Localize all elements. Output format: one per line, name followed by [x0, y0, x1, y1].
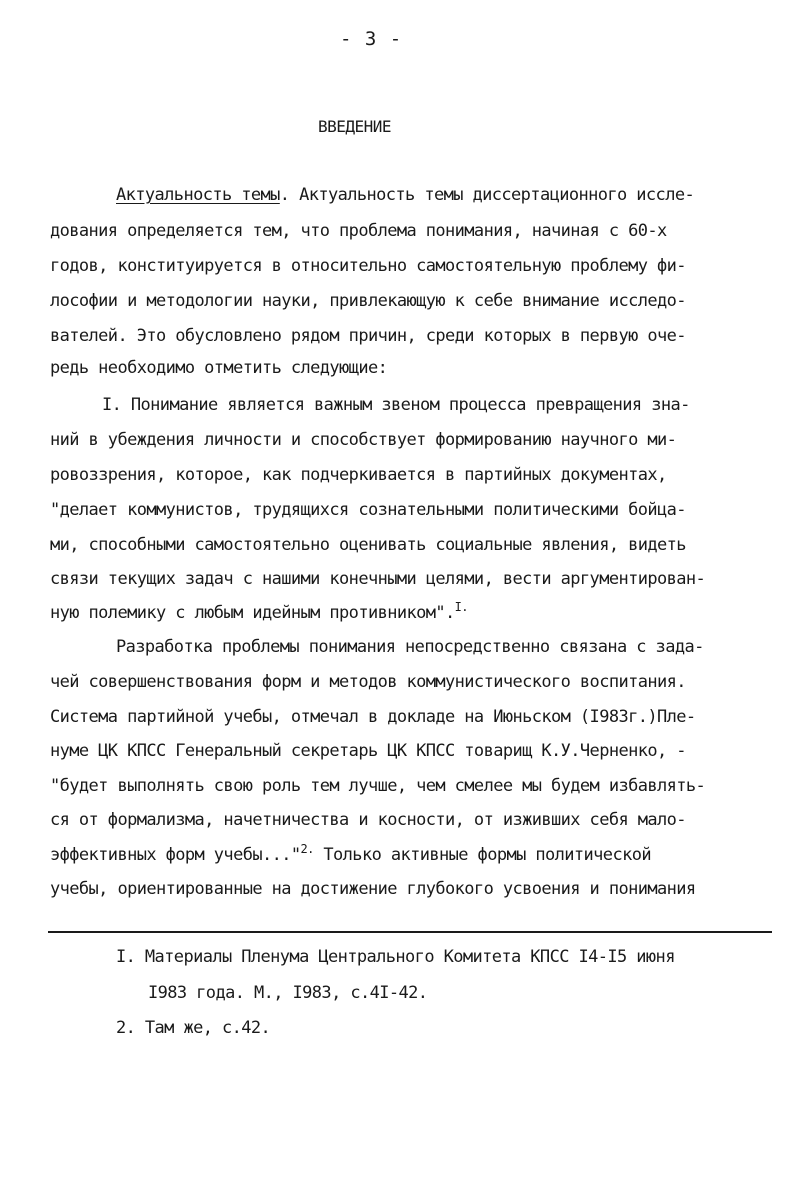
intro-line-6: редь необходимо отметить следующие:	[50, 358, 388, 378]
footnote-1-line-2: I983 года. М., I983, с.4I-42.	[148, 983, 428, 1003]
intro-line-1	[116, 185, 694, 205]
section-heading: ВВЕДЕНИЕ	[318, 117, 392, 136]
footnote-2-line-1: 2. Там же, с.42.	[116, 1018, 271, 1038]
para2-line-2: чей совершенствования форм и методов коммунистического воспитания.	[50, 672, 686, 692]
para2-line-7-before: эффективных форм учебы..."	[50, 845, 301, 865]
point1-line-3: ровоззрения, которое, как подчеркивается в партийных документах,	[50, 465, 667, 485]
para2-line-8: учебы, ориентированные на достижение глубокого усвоения и понимания	[50, 879, 696, 899]
point1-line-5: ми, способными самостоятельно оценивать социальные явления, видеть	[50, 535, 686, 555]
footnote-ref-1: I.	[454, 600, 468, 614]
intro-line-3: годов, конституируется в относительно самостоятельную проблему фи-	[50, 256, 686, 276]
para2-line-7	[50, 842, 651, 865]
para2-line-3: Система партийной учебы, отмечал в докладе на Июньском (I983г.)Пле-	[50, 707, 696, 727]
point1-line-1: I. Понимание является важным звеном процесса превращения зна-	[102, 395, 690, 415]
point1-line-7	[50, 600, 468, 623]
para2-line-5: "будет выполнять свою роль тем лучше, чем смелее мы будем избавлять-	[50, 776, 706, 796]
intro-line-2: дования определяется тем, что проблема понимания, начиная с 60-х	[50, 221, 667, 241]
point1-line-6: связи текущих задач с нашими конечными целями, вести аргументирован-	[50, 569, 706, 589]
footnote-ref-2: 2.	[300, 842, 314, 856]
footnote-divider	[48, 931, 772, 933]
para2-line-1: Разработка проблемы понимания непосредственно связана с зада-	[116, 637, 704, 657]
point1-last-text: ную полемику с любым идейным противником".	[50, 603, 455, 623]
intro-line-1-text: . Актуальность темы диссертационного иссле-	[279, 185, 695, 205]
intro-label: Актуальность темы	[116, 185, 280, 205]
footnote-1-line-1: I. Материалы Пленума Центрального Комитета КПСС I4-I5 июня	[116, 947, 675, 967]
point1-line-4: "делает коммунистов, трудящихся сознательными политическими бойца-	[50, 500, 686, 520]
para2-line-4: нуме ЦК КПСС Генеральный секретарь ЦК КПСС товарищ К.У.Черненко, -	[50, 741, 686, 761]
intro-line-5: вателей. Это обусловлено рядом причин, среди которых в первую оче-	[50, 326, 686, 346]
intro-line-4: лософии и методологии науки, привлекающую к себе внимание исследо-	[50, 291, 686, 311]
point1-line-2: ний в убеждения личности и способствует формированию научного ми-	[50, 430, 677, 450]
para2-line-6: ся от формализма, начетничества и косности, от изживших себя мало-	[50, 810, 686, 830]
page-number: - 3 -	[340, 28, 403, 50]
para2-line-7-after: Только активные формы политической	[313, 845, 651, 865]
